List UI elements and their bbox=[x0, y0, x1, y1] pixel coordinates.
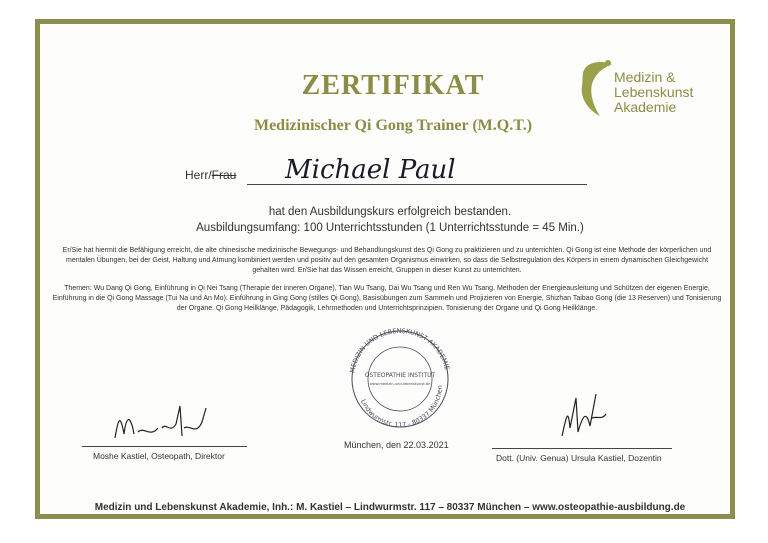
signature-right bbox=[552, 388, 612, 443]
logo-line-1: Medizin & bbox=[614, 69, 676, 85]
svg-text:www.medizin-und-lebenskunst.de: www.medizin-und-lebenskunst.de bbox=[369, 382, 431, 386]
signature-right-label: Dott. (Univ. Genua) Ursula Kastiel, Dozentin bbox=[496, 453, 662, 463]
logo-line-3: Akademie bbox=[614, 99, 677, 115]
signature-right-line bbox=[492, 448, 672, 449]
svg-text:MEDIZIN UND LEBENSKUNST AKADEM: MEDIZIN UND LEBENSKUNST AKADEMIE bbox=[348, 326, 452, 374]
topics-text: Themen: Wu Dang Qi Gong, Einführung in Qi Nei Tsang (Therapie der inneren Organe), Tian Wu Tsang, Dai Wu Tsang und Ren Wu Tsang. Methoden der Energieausleitung und Schützen der eigenen Energie, Einführung in die Qi Gong Massage (Tui Na und An Mo). Einführung in Ging Gong (stilles Qi Gong), Basisübungen zum Sammeln und Projizieren von Energie, Shizhan Taibao Gong (die 13 Reserven) und Tonisierung der Organe. Qi Gong Heilklänge, Pädagogik, Lehrmethoden und Unterrichtsprinzipien. Tonisierung der Organe und Qi Gong Heilklänge. bbox=[52, 285, 722, 312]
academy-logo bbox=[578, 58, 728, 120]
logo-line-2: Lebenskunst bbox=[614, 84, 694, 100]
svg-text:OSTEOPATHIE INSTITUT: OSTEOPATHIE INSTITUT bbox=[364, 372, 436, 379]
name-underline bbox=[247, 184, 587, 185]
logo-text bbox=[614, 70, 693, 115]
recipient-row bbox=[185, 155, 595, 188]
institute-stamp bbox=[340, 325, 460, 430]
signature-left-line bbox=[82, 446, 247, 447]
scope-text: Ausbildungsumfang: 100 Unterrichtsstunden (1 Unterrichtsstunde = 45 Min.) bbox=[196, 222, 584, 234]
leaf-figure-icon bbox=[578, 58, 618, 120]
salutation-frau: Frau bbox=[211, 168, 237, 182]
signature-left bbox=[110, 398, 220, 448]
certificate-subtitle: Medizinischer Qi Gong Trainer (M.Q.T.) bbox=[253, 117, 533, 134]
place-date: München, den 22.03.2021 bbox=[344, 440, 449, 450]
salutation-herr: Herr/ bbox=[185, 168, 212, 182]
svg-text:Michael Paul: Michael Paul bbox=[285, 155, 456, 185]
salutation bbox=[185, 168, 236, 182]
certificate-title: ZERTIFIKAT bbox=[301, 70, 485, 101]
footer-address: Medizin und Lebenskunst Akademie, Inh.: M. Kastiel – Lindwurmstr. 117 – 80337 München – www.osteopathie-ausbildung.de bbox=[94, 502, 686, 513]
completion-text: hat den Ausbildungskurs erfolgreich bestanden. bbox=[268, 206, 512, 218]
signature-left-label: Moshe Kastiel, Osteopath, Direktor bbox=[93, 451, 225, 461]
svg-text:Lindwurmstr. 117 - 80337 Münch: Lindwurmstr. 117 - 80337 München bbox=[359, 384, 445, 430]
description-text: Er/Sie hat hiermit die Befähigung erreicht, die alte chinesische medizinische Bewegungs- und Behandlungskunst des Qi Gong zu praktizieren und zu unterrichten. Qi Gong ist eine Methode der körperlichen und mentalen Übungen, bei der Geist, Haltung und Atmung kombiniert werden und positiv auf den gesamten Organismus einwirken, so dass die Selbstregulation des Körpers in einem dynamischen Gleichgewicht gehalten wird. Er/Sie hat das Wissen erreicht, Gruppen in dieser Kunst zu unterrichten. bbox=[62, 247, 712, 274]
